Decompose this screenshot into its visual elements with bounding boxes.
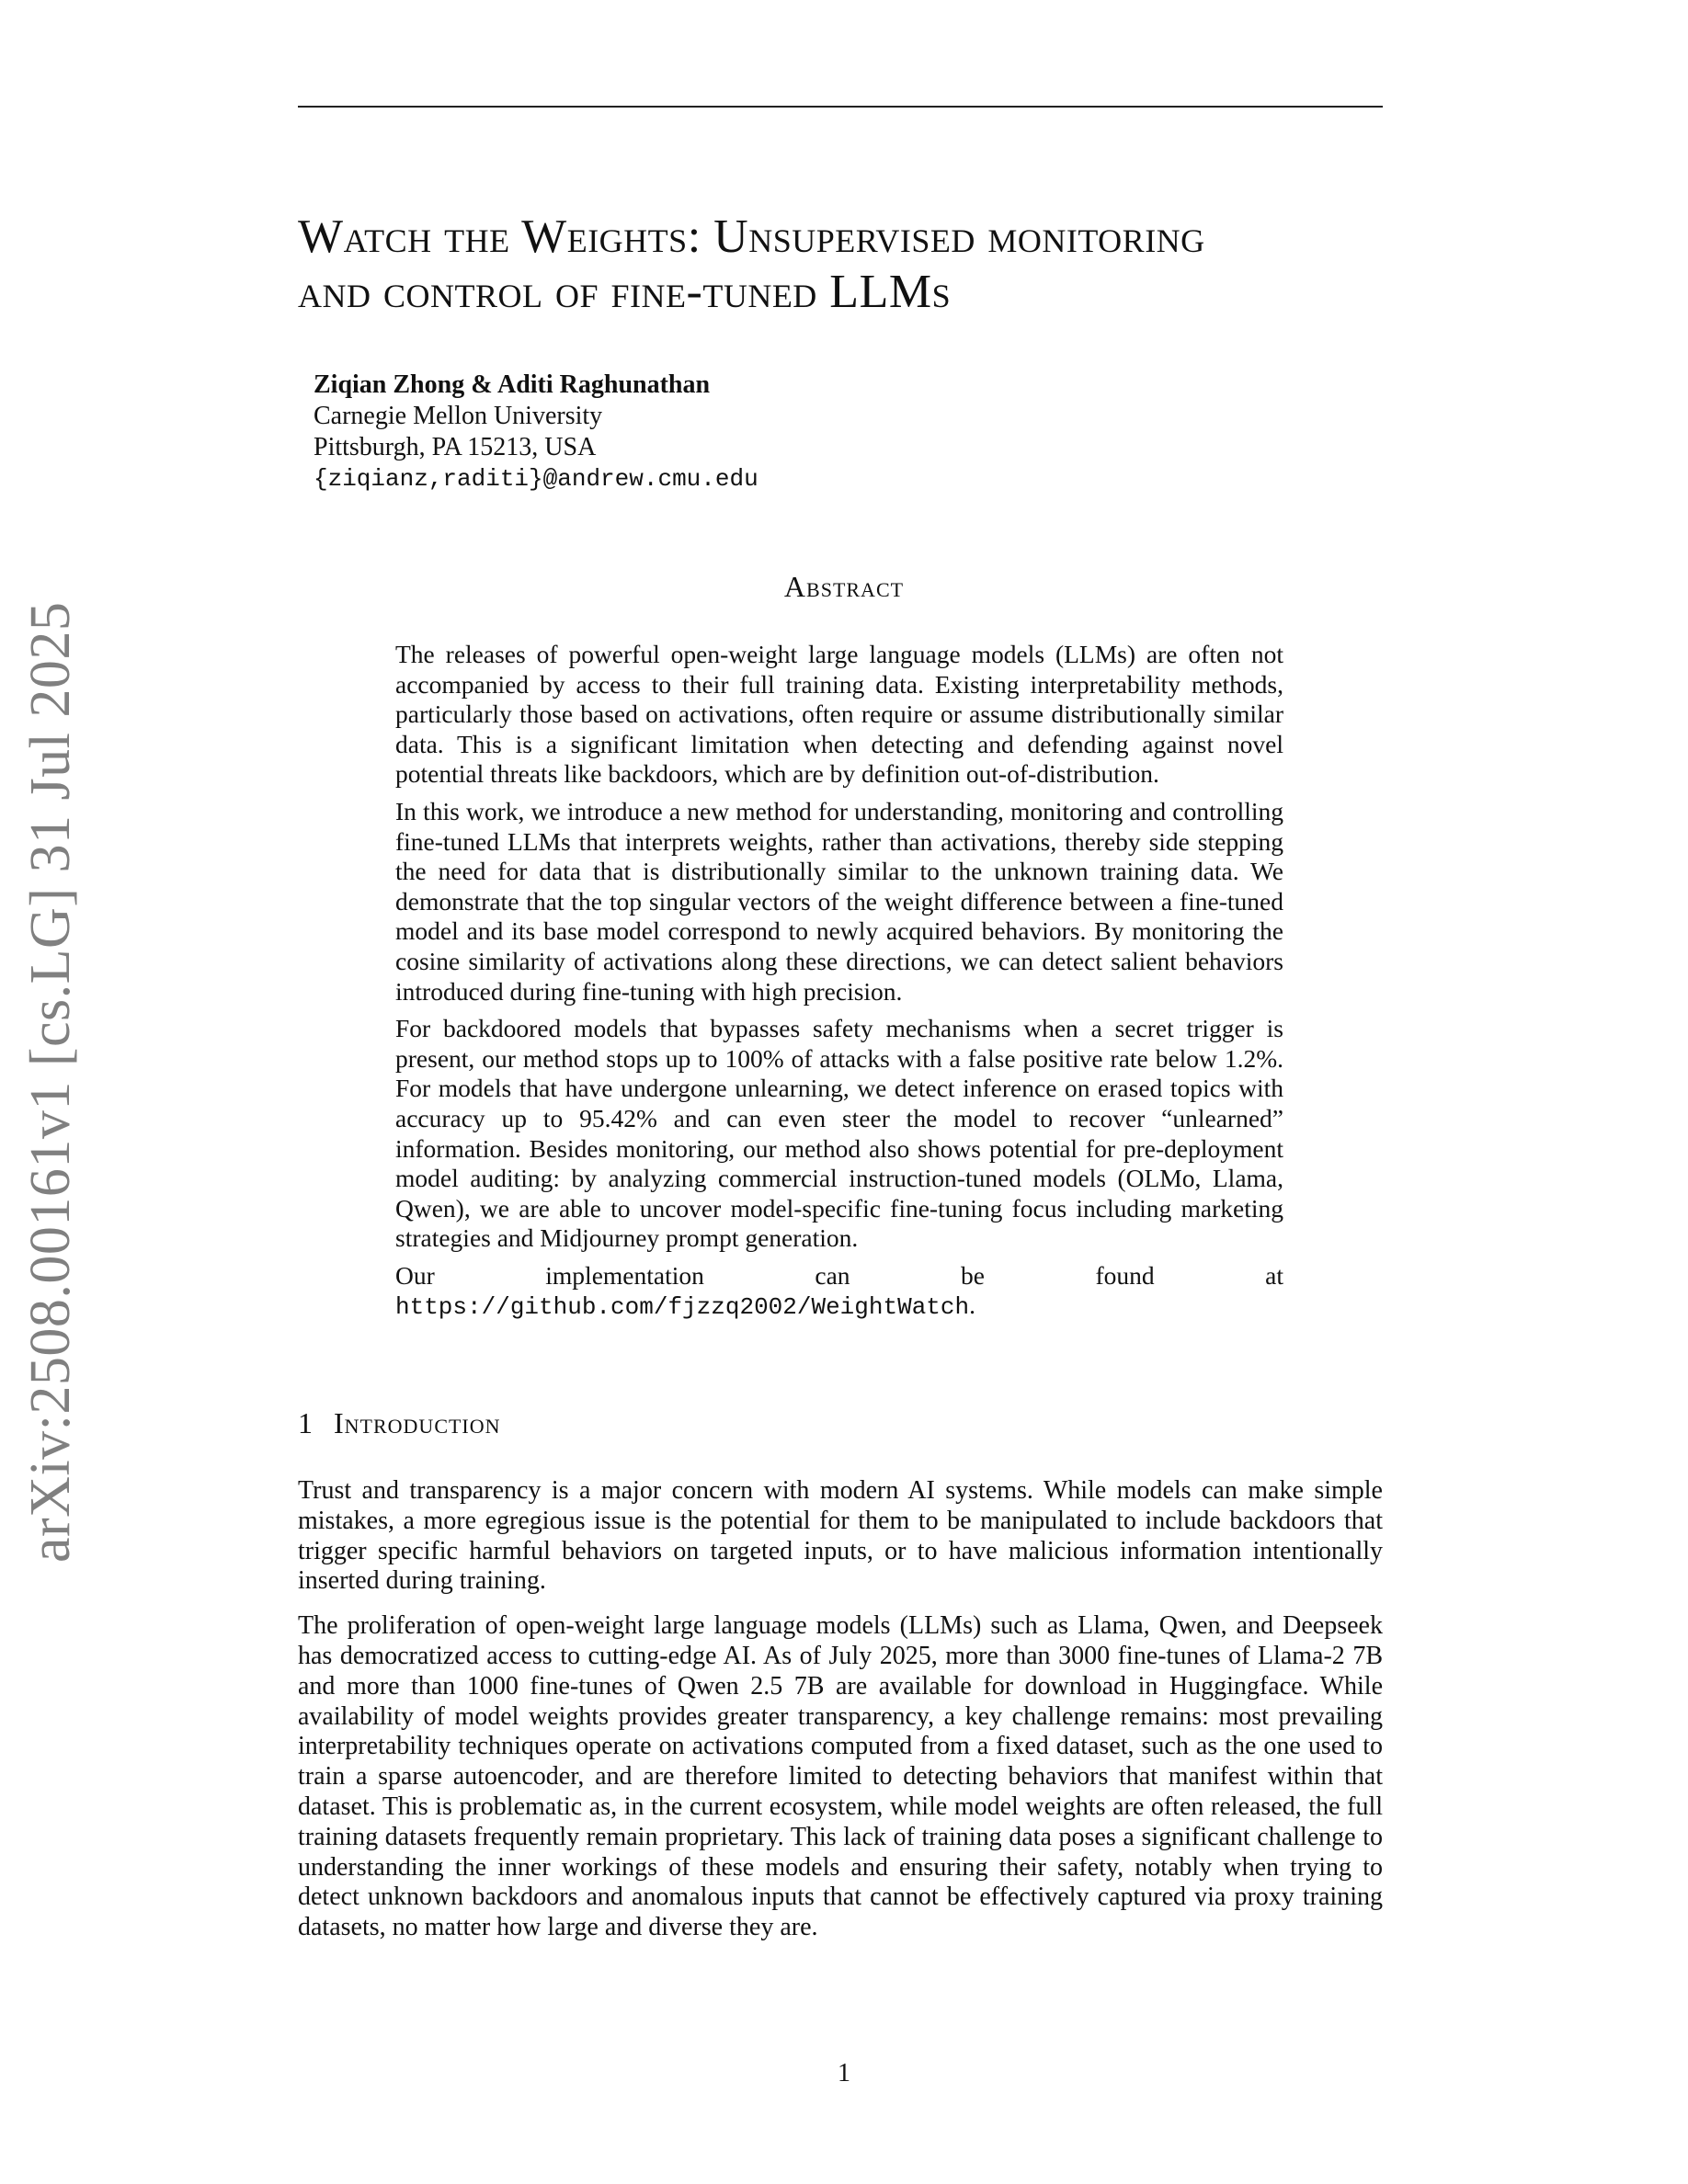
abstract-paragraph: In this work, we introduce a new method for understanding, monitoring and controlling fine-tuned LLMs that interprets weights, rather than activations, thereby side stepping the need for data that is distributionally similar to the unknown training data. We demonstrate that the top singular vectors of the weight difference between a fine-tuned model and its base model correspond to newly acquired behaviors. By monitoring the cosine similarity of activations along these directions, we can detect salient behaviors introduced during fine-tuning with high precision.	[395, 796, 1283, 1006]
header-rule	[298, 106, 1383, 108]
title-line-1: Watch the Weights: Unsupervised monitoring	[298, 210, 1205, 263]
introduction-body	[298, 1476, 1383, 1958]
abstract-heading: Abstract	[783, 570, 905, 603]
section-title: Introduction	[334, 1406, 501, 1439]
intro-paragraph: The proliferation of open-weight large language models (LLMs) such as Llama, Qwen, and Deepseek has democratized access to cutting-edge AI. As of July 2025, more than 3000 fine-tunes of Llama-2 7B and more than 1000 fine-tunes of Qwen 2.5 7B are available for download in Huggingface. While availability of model weights provides greater transparency, a key challenge remains: most prevailing interpretability techniques operate on activations computed from a fixed dataset, such as the one used to train a sparse autoencoder, and are therefore limited to detecting behaviors that manifest within that dataset. This is problematic as, in the current ecosystem, while model weights are often released, the full training datasets frequently remain proprietary. This lack of training data poses a significant challenge to understanding the inner workings of these models and ensuring their safety, notably when trying to detect unknown backdoors and anomalous inputs that cannot be effectively captured via proxy training datasets, no matter how large and diverse they are.	[298, 1611, 1383, 1942]
author-email: {ziqianz,raditi}@andrew.cmu.edu	[314, 465, 758, 493]
implementation-prefix: Our implementation can be found at	[395, 1260, 1283, 1290]
abstract-paragraph: For backdoored models that bypasses safety mechanisms when a secret trigger is present, our method stops up to 100% of attacks with a false positive rate below 1.2%. For models that have undergone unlearning, we detect inference on erased topics with accuracy up to 95.42% and can even steer the model to recover “unlearned” information. Besides monitoring, our method also shows potential for pre-deployment model auditing: by analyzing commercial instruction-tuned models (OLMo, Llama, Qwen), we are able to uncover model-specific fine-tuning focus including marketing strategies and Midjourney prompt generation.	[395, 1014, 1283, 1253]
author-names: Ziqian Zhong & Aditi Raghunathan	[314, 370, 711, 399]
intro-paragraph: Trust and transparency is a major concern with modern AI systems. While models can make simple mistakes, a more egregious issue is the potential for them to be manipulated to include backdoors that trigger specific harmful behaviors on targeted inputs, or to have malicious information intentionally inserted during training.	[298, 1476, 1383, 1596]
implementation-suffix: .	[969, 1291, 975, 1320]
abstract-body	[395, 640, 1283, 1330]
affiliation: Carnegie Mellon University	[314, 402, 603, 430]
section-heading-introduction	[298, 1406, 501, 1440]
paper-title	[298, 210, 1392, 320]
github-link[interactable]: https://github.com/fjzzq2002/WeightWatch	[395, 1293, 970, 1322]
page-number: 1	[838, 2059, 850, 2087]
address: Pittsburgh, PA 15213, USA	[314, 433, 597, 461]
section-number: 1	[298, 1406, 314, 1439]
implementation-note	[395, 1261, 1283, 1323]
abstract-paragraph: The releases of powerful open-weight large language models (LLMs) are often not accompanied by access to their full training data. Existing interpretability methods, particularly those based on activations, often require or assume distributionally similar data. This is a significant limitation when detecting and defending against novel potential threats like backdoors, which are by definition out-of-distribution.	[395, 640, 1283, 789]
author-block	[314, 370, 758, 495]
arxiv-identifier: arXiv:2508.00161v1 [cs.LG] 31 Jul 2025	[19, 601, 82, 1563]
title-line-2: and control of fine-tuned LLMs	[298, 266, 952, 318]
